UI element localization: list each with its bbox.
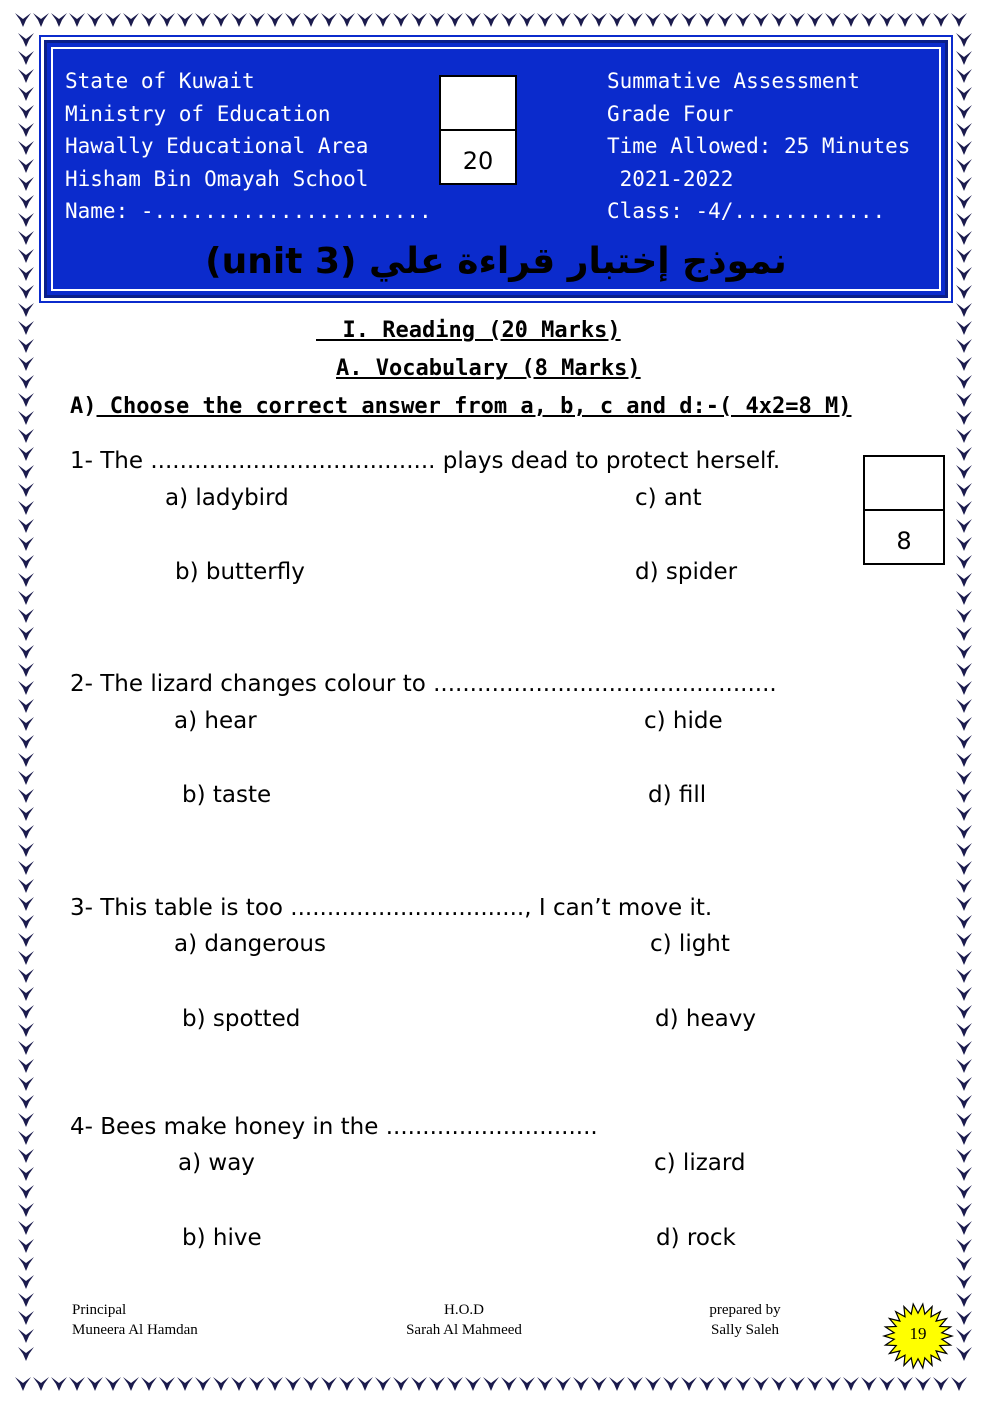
q4-option-a[interactable]: a) way (178, 1150, 255, 1176)
q2-option-a[interactable]: a) hear (174, 708, 257, 734)
name-line: Name: -...................... (65, 199, 432, 223)
question-3: 3- This table is too ................................, I can’t move it. (70, 895, 713, 921)
q1-option-d[interactable]: d) spider (635, 559, 738, 585)
mark-divider (865, 509, 943, 511)
principal-name: Muneera Al Hamdan (72, 1322, 198, 1338)
exam-header (44, 40, 948, 298)
q1-option-c[interactable]: c) ant (635, 485, 702, 511)
score-divider (441, 129, 515, 131)
year-line: 2021-2022 (607, 166, 734, 191)
question-2: 2- The lizard changes colour to ............................................... (70, 671, 777, 697)
q3-option-d[interactable]: d) heavy (655, 1006, 756, 1032)
area-line: Hawally Educational Area (65, 134, 369, 158)
question-4: 4- Bees make honey in the ............................. (70, 1114, 598, 1140)
page-border-top (14, 4, 978, 34)
q4-option-c[interactable]: c) lizard (654, 1150, 746, 1176)
question-1: 1- The ....................................... plays dead to protect herself. (70, 448, 781, 474)
q2-option-c[interactable]: c) hide (644, 708, 723, 734)
page-border-bottom (14, 1368, 978, 1398)
instruction-prefix: A) (70, 394, 97, 419)
footer-hod (398, 1300, 530, 1340)
prepared-name: Sally Saleh (711, 1322, 779, 1338)
arabic-title: نموذج إختبار قراءة علي (unit 3) (205, 241, 787, 282)
school-line: Hisham Bin Omayah School (65, 166, 369, 191)
footer-principal (72, 1300, 198, 1340)
grade-line: Grade Four (607, 101, 734, 126)
page-number: 19 (909, 1324, 927, 1343)
q2-option-b[interactable]: b) taste (182, 782, 272, 808)
state-line: State of Kuwait (65, 69, 255, 93)
total-score-box (439, 75, 517, 185)
assessment-line: Summative Assessment (607, 69, 860, 93)
section-mark-box (863, 455, 945, 565)
time-line: Time Allowed: 25 Minutes (607, 134, 911, 158)
class-line: Class: -4/............ (607, 199, 886, 223)
q2-option-d[interactable]: d) fill (648, 782, 707, 808)
footer-prepared (700, 1300, 790, 1340)
hod-title: H.O.D (444, 1302, 484, 1318)
section-mark: 8 (896, 527, 912, 555)
instruction-text: Choose the correct answer from a, b, c and d:-( 4x2=8 M) (96, 394, 852, 419)
page-border-left (14, 30, 38, 1370)
reading-heading (316, 318, 621, 343)
q3-option-c[interactable]: c) light (650, 931, 730, 957)
hod-name: Sarah Al Mahmeed (406, 1322, 522, 1338)
q4-option-b[interactable]: b) hive (182, 1225, 262, 1251)
header-right-info (607, 65, 910, 228)
principal-title: Principal (72, 1302, 127, 1318)
q1-option-b[interactable]: b) butterfly (175, 559, 305, 585)
reading-heading-text: I. Reading (20 Marks) (342, 318, 621, 343)
total-score: 20 (462, 147, 494, 175)
q3-option-b[interactable]: b) spotted (182, 1006, 301, 1032)
ministry-line: Ministry of Education (65, 101, 331, 126)
q4-option-d[interactable]: d) rock (656, 1225, 736, 1251)
prepared-title: prepared by (709, 1302, 781, 1318)
page-number-badge (880, 1302, 956, 1370)
page-border-right (952, 30, 976, 1370)
q3-option-a[interactable]: a) dangerous (174, 931, 326, 957)
vocabulary-heading: A. Vocabulary (8 Marks) (336, 356, 641, 381)
instruction (70, 394, 851, 419)
header-left-info (65, 65, 432, 228)
q1-option-a[interactable]: a) ladybird (165, 485, 289, 511)
